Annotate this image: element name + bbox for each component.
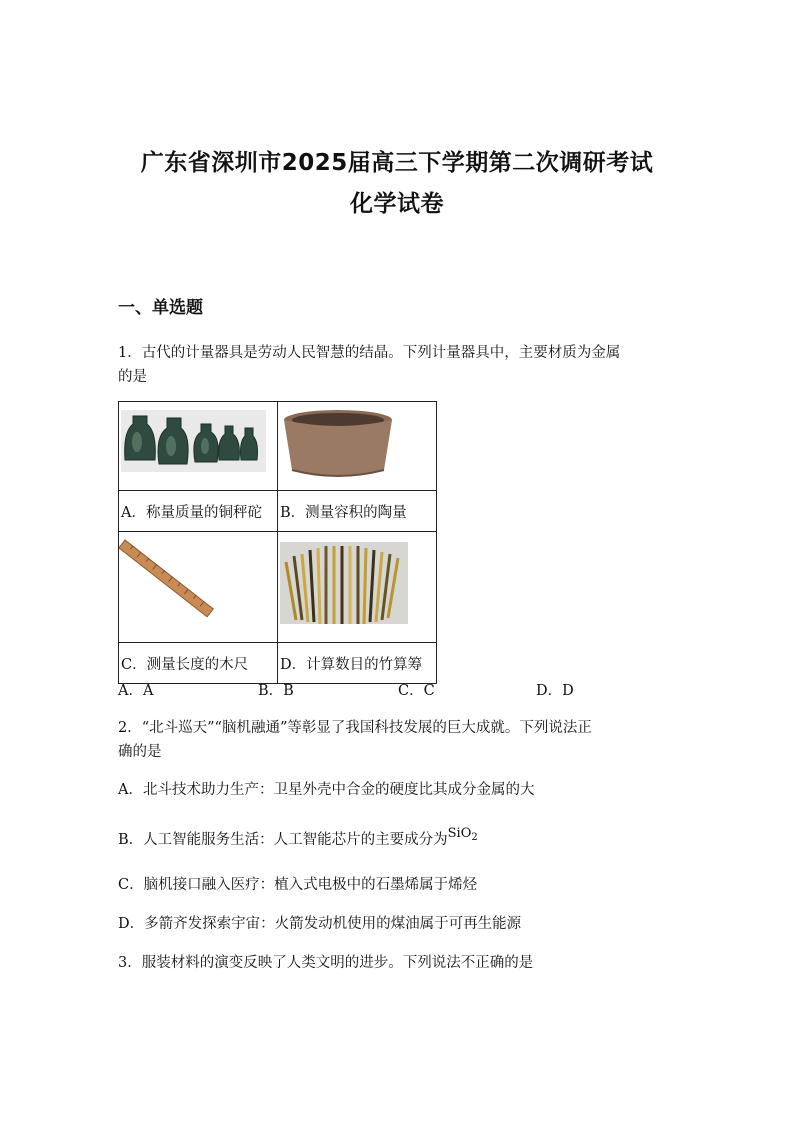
q2-stem-line2: 确的是 [118, 744, 162, 760]
q1-stem [118, 341, 678, 389]
q2-option-d[interactable]: D．多箭齐发探索宇宙：火箭发动机使用的煤油属于可再生能源 [118, 916, 522, 932]
q2-option-b-text: B．人工智能服务生活：人工智能芯片的主要成分为 [118, 832, 448, 848]
q2-stem-line1: 2．“北斗巡天”“脑机融通”等彰显了我国科技发展的巨大成就。下列说法正 [118, 720, 592, 736]
q1-stem-line2: 的是 [118, 369, 147, 385]
option-d-caption: D．计算数目的竹算筹 [278, 643, 437, 684]
q1-option-a[interactable]: A．A [118, 683, 154, 699]
q2-option-a[interactable]: A．北斗技术助力生产：卫星外壳中合金的硬度比其成分金属的大 [118, 782, 535, 798]
q3-stem: 3．服装材料的演变反映了人类文明的进步。下列说法不正确的是 [118, 955, 534, 971]
page-subtitle: 化学试卷 [350, 191, 444, 217]
option-b-caption: B．测量容积的陶量 [278, 491, 437, 532]
section-heading: 一、单选题 [118, 298, 203, 318]
q2-stem [118, 716, 678, 764]
q1-options [118, 679, 678, 700]
option-c-caption: C．测量长度的木尺 [119, 643, 278, 684]
q2-option-c[interactable]: C．脑机接口融入医疗：植入式电极中的石墨烯属于烯烃 [118, 877, 478, 893]
copper-weights-image [119, 402, 278, 491]
q1-stem-line1: 1．古代的计量器具是劳动人民智慧的结晶。下列计量器具中，主要材质为金属 [118, 345, 621, 361]
bamboo-counting-rods-image [278, 532, 437, 643]
q1-option-b[interactable]: B．B [258, 683, 294, 699]
q2-option-b[interactable] [118, 828, 678, 857]
pottery-measure-image [278, 402, 437, 491]
sio2-formula: SiO$_2$ [447, 826, 478, 843]
wooden-ruler-image [119, 532, 278, 643]
q1-image-table [118, 401, 437, 684]
q1-option-c[interactable]: C．C [398, 683, 435, 699]
option-a-caption: A．称量质量的铜秤砣 [119, 491, 278, 532]
page-title: 广东省深圳市2025届高三下学期第二次调研考试 [140, 150, 654, 176]
q1-option-d[interactable]: D．D [536, 683, 574, 699]
